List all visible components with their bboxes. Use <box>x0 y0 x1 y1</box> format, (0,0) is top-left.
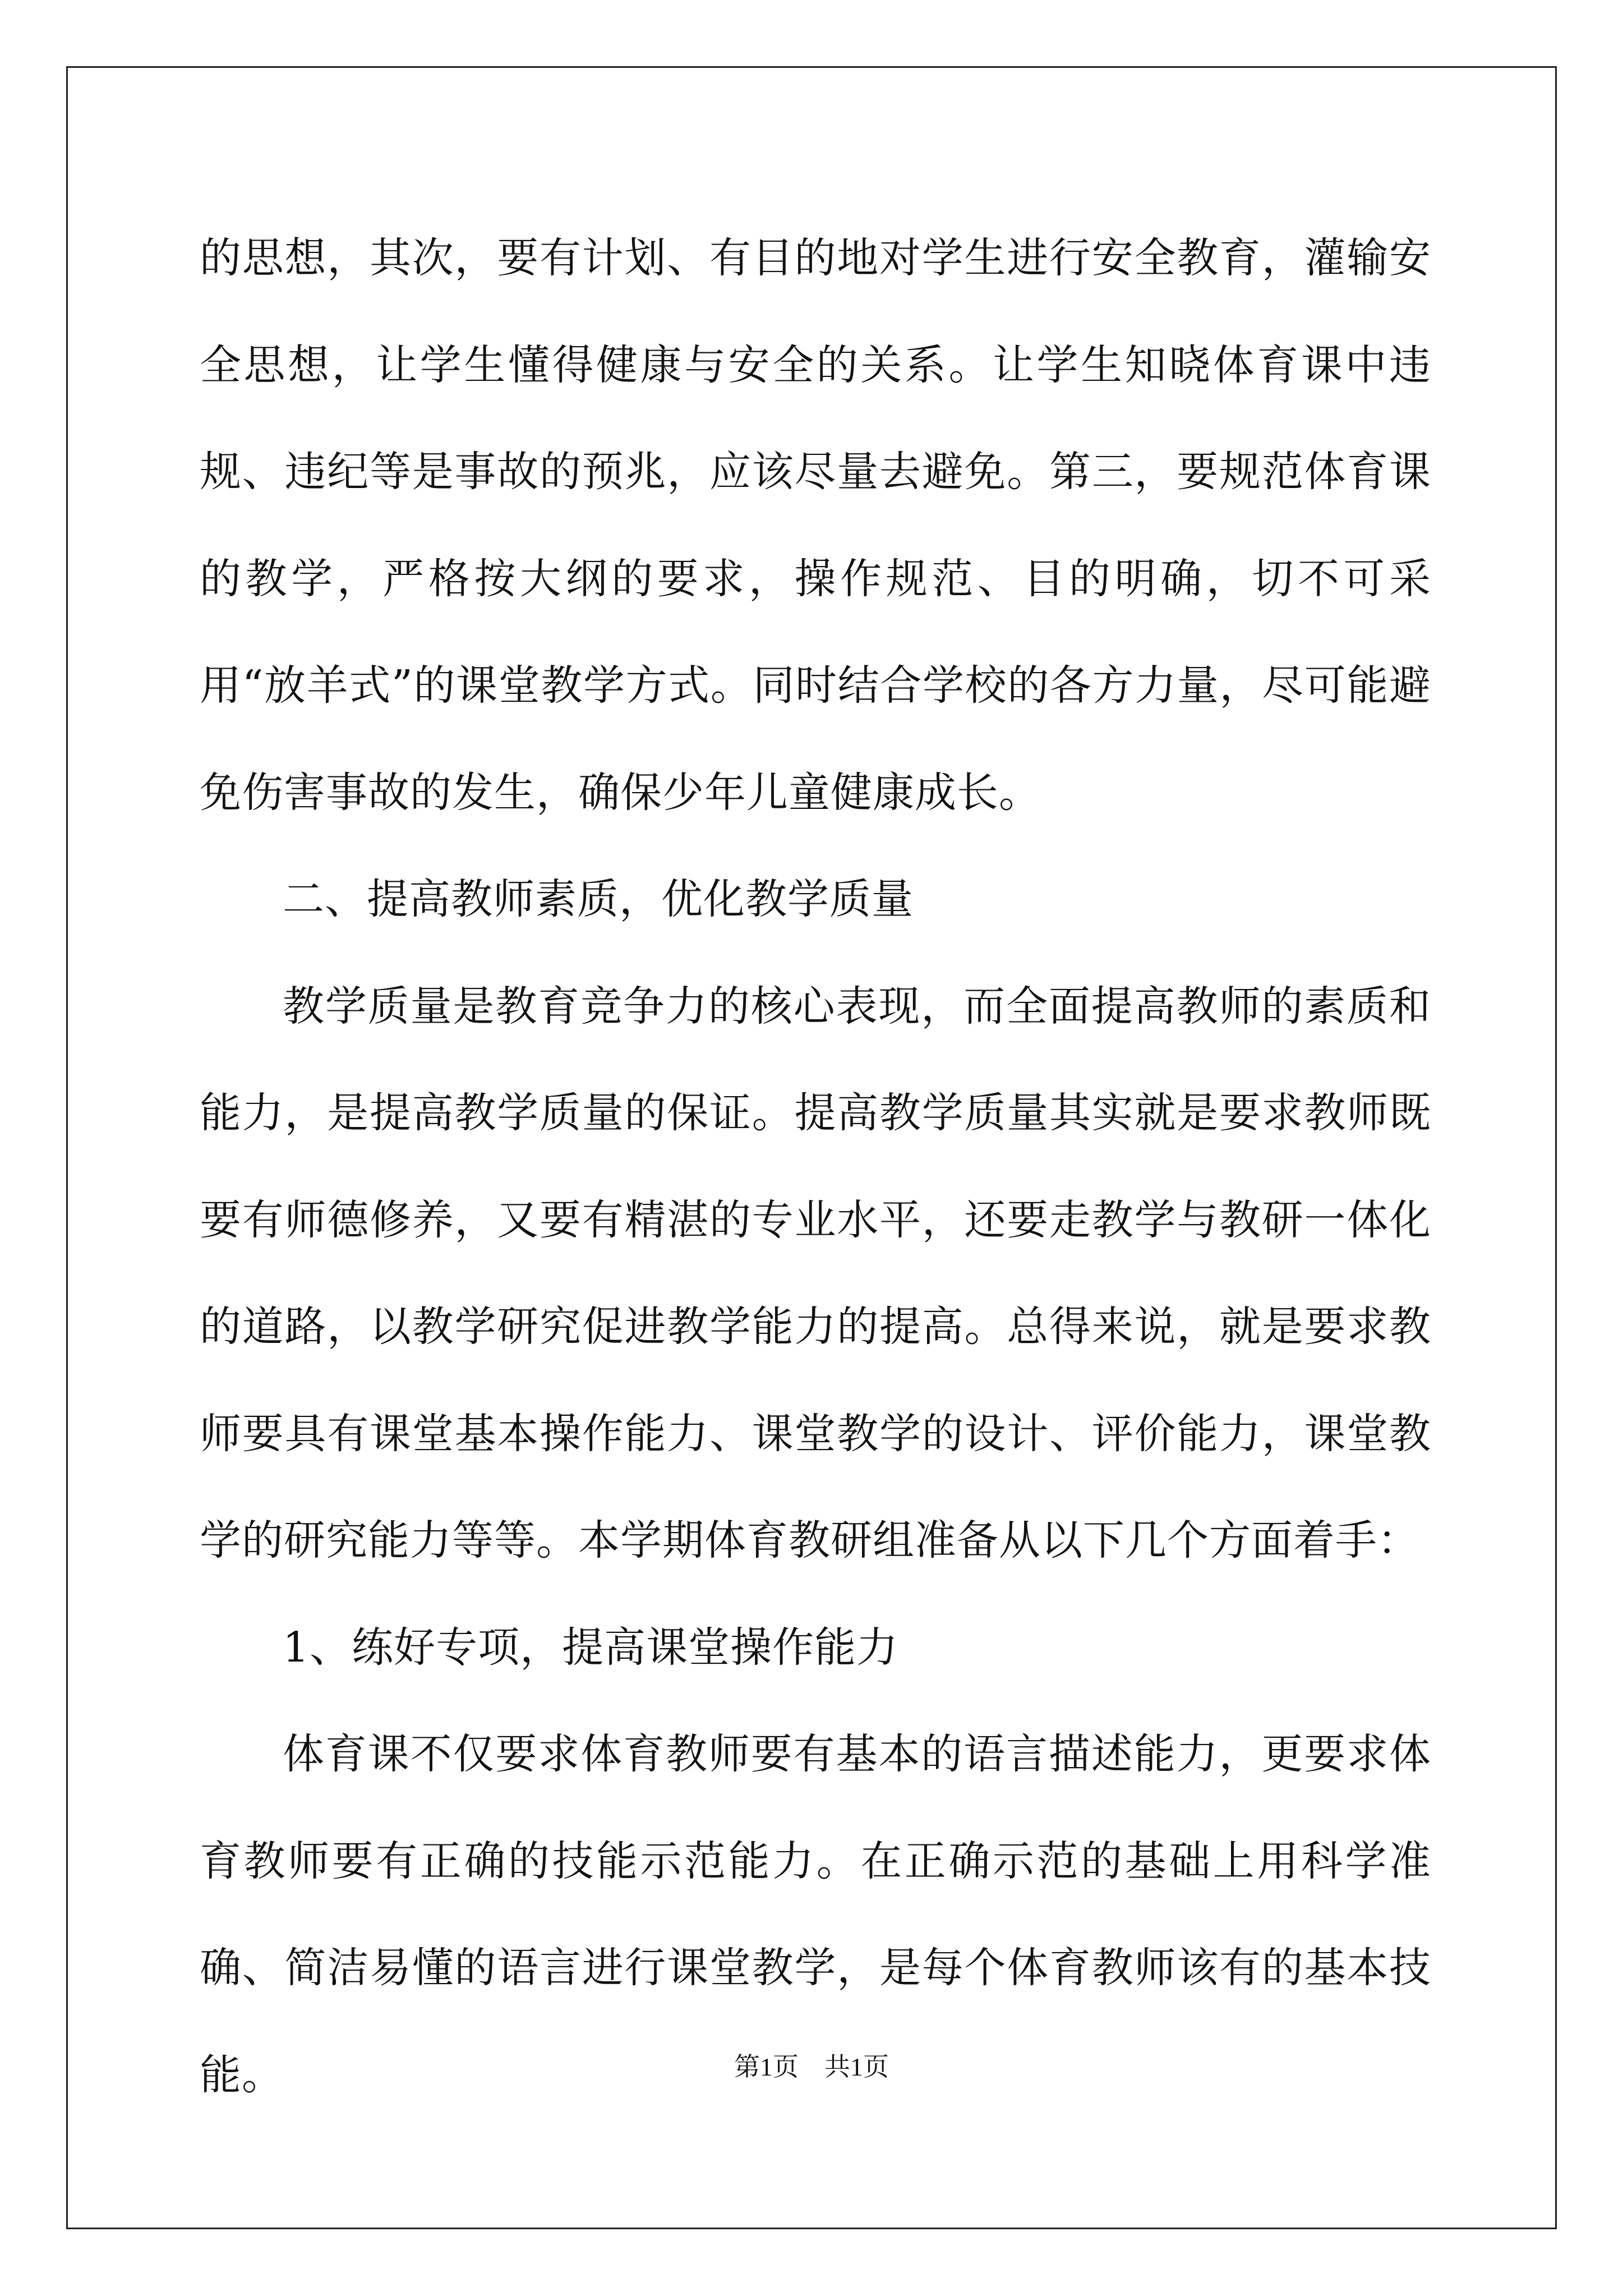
page-total: 共1页 <box>824 2053 889 2081</box>
page-number: 第1页 <box>734 2053 799 2081</box>
document-body <box>200 205 1431 2128</box>
section-heading-2: 二、提高教师素质，优化教学质量 <box>283 875 914 923</box>
paragraph-continuation: 的思想，其次，要有计划、有目的地对学生进行安全教育，灌输安全思想，让学生懂得健康与安全的关系。让学生知晓体育课中违规、违纪等是事故的预兆，应该尽量去避免。第三，要规范体育课的教学，严格按大纲的要求，操作规范、目的明确，切不可采用“放羊式”的课堂教学方式。同时结合学校的各方力量，尽可能避免伤害事故的发生，确保少年儿童健康成长。 <box>200 234 1431 817</box>
paragraph-pe-skills: 体育课不仅要求体育教师要有基本的语言描述能力，更要求体育教师要有正确的技能示范能力。在正确示范的基础上用科学准确、简洁易懂的语言进行课堂教学，是每个体育教师该有的基本技能。 <box>200 1730 1431 2099</box>
paragraph-teaching-quality: 教学质量是教育竞争力的核心表现，而全面提高教师的素质和能力，是提高教学质量的保证。提高教学质量其实就是要求教师既要有师德修养，又要有精湛的专业水平，还要走教学与教研一体化的道路，以教学研究促进教学能力的提高。总得来说，就是要求教师要具有课堂基本操作能力、课堂教学的设计、评价能力，课堂教学的研究能力等等。本学期体育教研组准备从以下几个方面着手： <box>200 982 1431 1565</box>
subsection-heading-1: 1、练好专项，提高课堂操作能力 <box>283 1623 899 1672</box>
page-footer <box>0 2046 1623 2083</box>
